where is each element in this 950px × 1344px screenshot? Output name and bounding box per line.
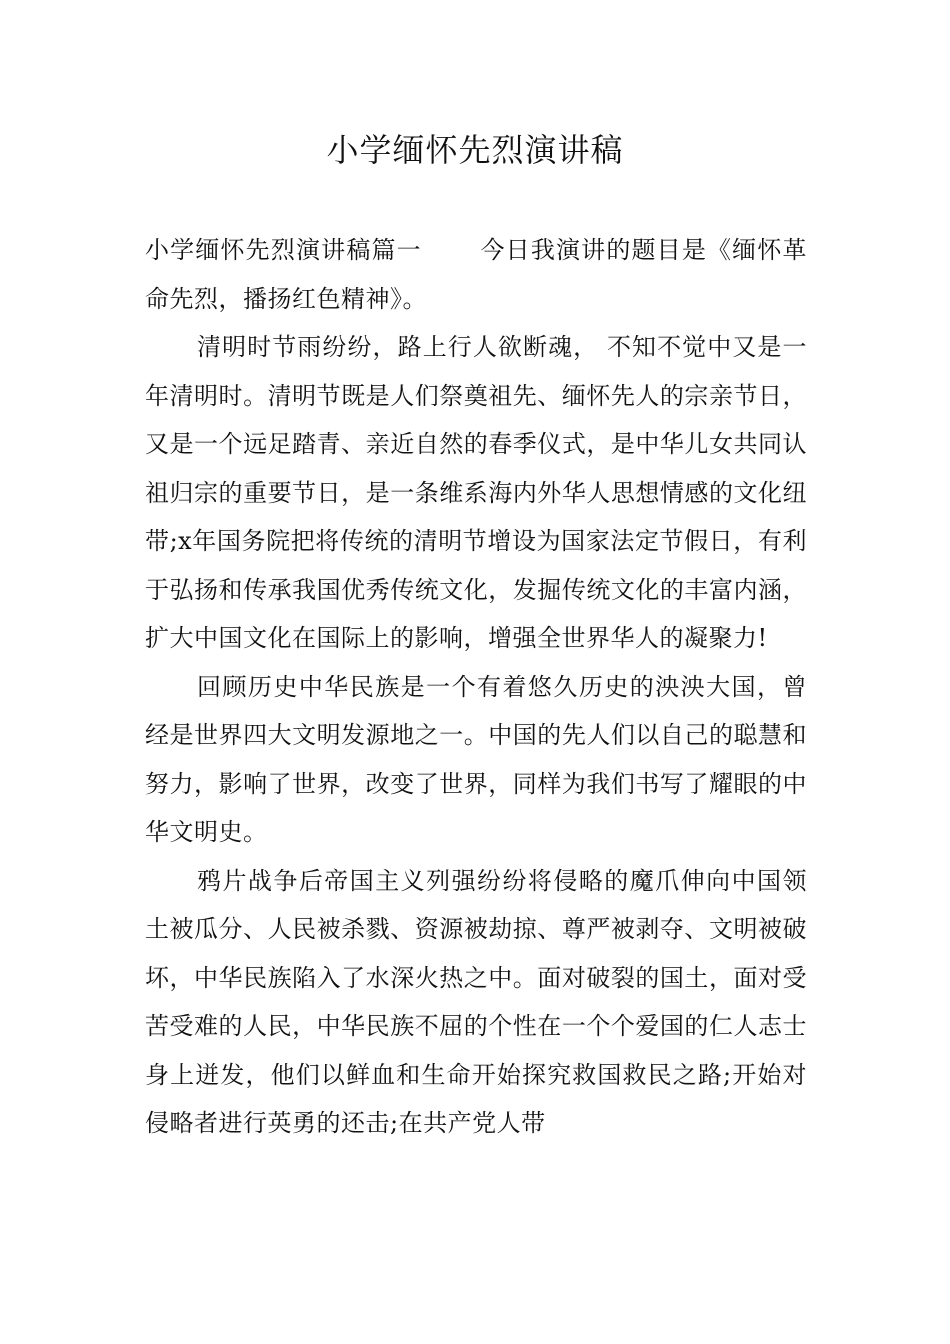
- paragraph-opium-war: 鸦片战争后帝国主义列强纷纷将侵略的魔爪伸向中国领土被瓜分、人民被杀戮、资源被劫掠、尊严被剥夺、文明被破坏，中华民族陷入了水深火热之中。面对破裂的国土，面对受苦受难的人民，中华民族不屈的个性在一个个爱国的仁人志士身上迸发，他们以鲜血和生命开始探究救国救民之路;开始对侵略者进行英勇的还击;在共产党人带: [145, 866, 807, 1137]
- document-title: 小学缅怀先烈演讲稿: [326, 131, 624, 169]
- intro-paragraph: [145, 226, 807, 323]
- paragraph-history: 回顾历史中华民族是一个有着悠久历史的泱泱大国，曾经是世界四大文明发源地之一。中国的先人们以自己的聪慧和努力，影响了世界，改变了世界，同样为我们书写了耀眼的中华文明史。: [145, 672, 807, 846]
- intro-text: 今日我演讲的题目是《缅怀革命先烈，播扬红色精神》。: [145, 236, 808, 313]
- paragraph-qingming: 清明时节雨纷纷，路上行人欲断魂， 不知不觉中又是一年清明时。清明节既是人们祭奠祖先、缅怀先人的宗亲节日，又是一个远足踏青、亲近自然的春季仪式，是中华儿女共同认祖归宗的重要节日，是一条维系海内外华人思想情感的文化纽带;x年国务院把将传统的清明节增设为国家法定节假日，有利于弘扬和传承我国优秀传统文化，发掘传统文化的丰富内涵，扩大中国文化在国际上的影响，增强全世界华人的凝聚力!: [145, 333, 807, 652]
- document-body: [145, 226, 807, 1148]
- intro-heading: 小学缅怀先烈演讲稿篇一: [145, 236, 422, 264]
